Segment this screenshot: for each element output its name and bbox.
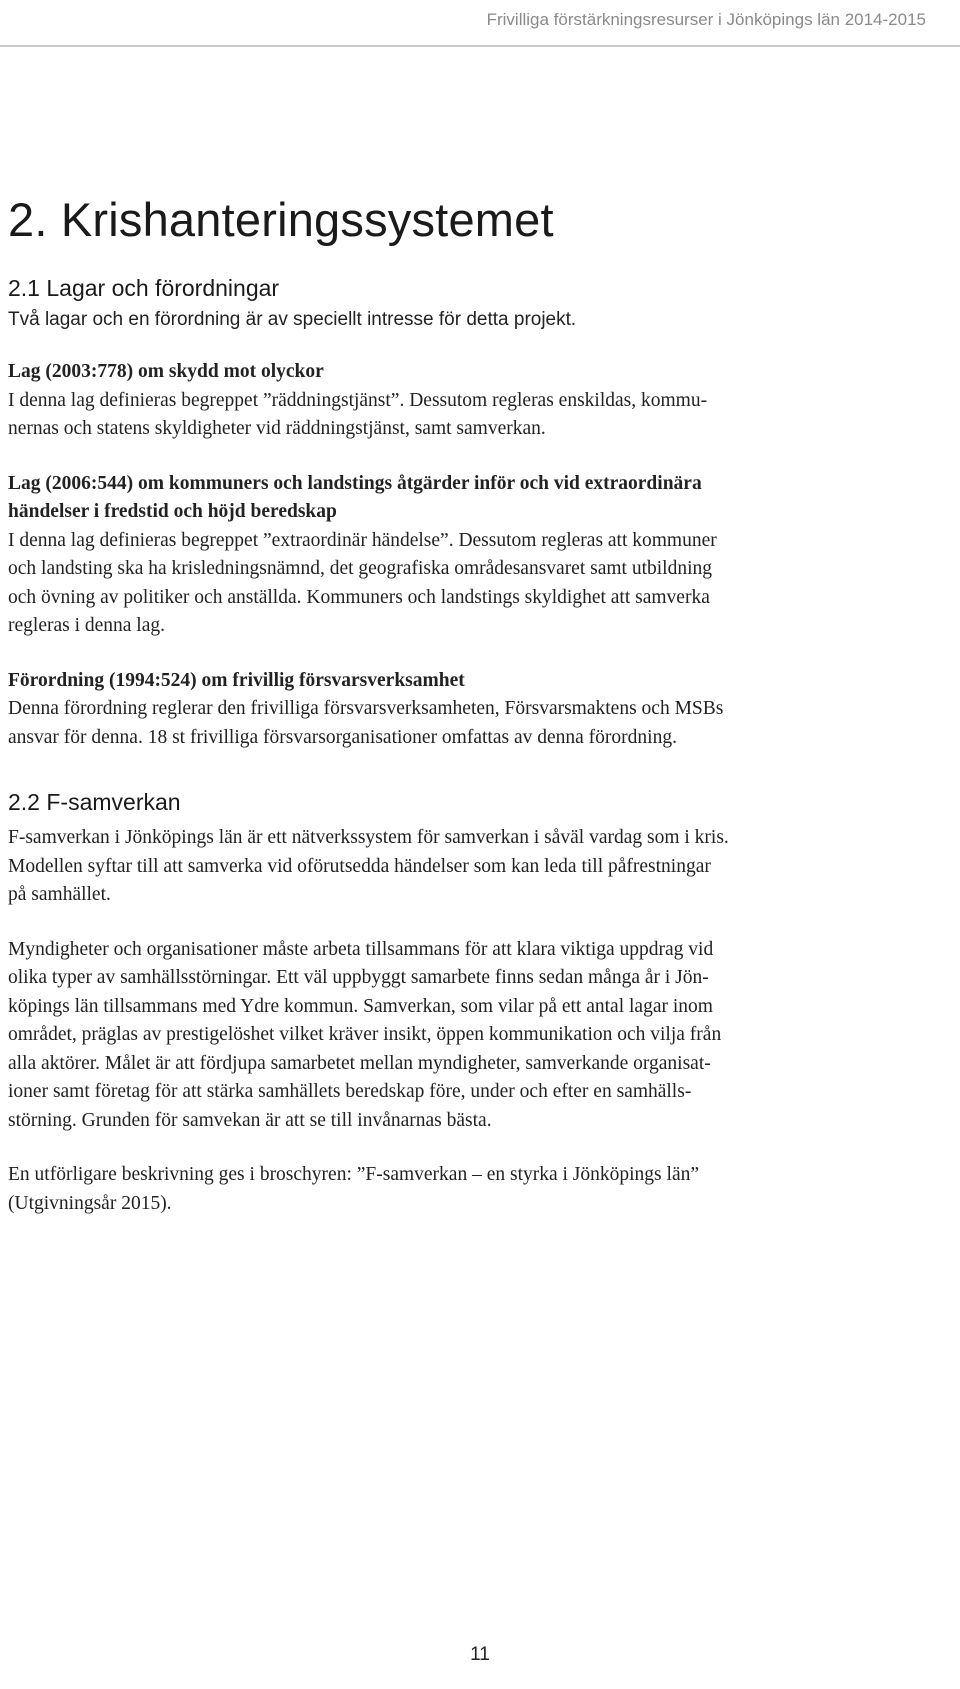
paragraph-line: alla aktörer. Målet är att fördjupa samarbetet mellan myndigheter, samverkande organisat- <box>8 1052 711 1074</box>
header-divider <box>0 45 960 47</box>
fsamverkan-paragraph-2 <box>8 936 948 1136</box>
law-2006-heading: Lag (2006:544) om kommuners och landstings åtgärder inför och vid extraordinära <box>8 472 702 494</box>
paragraph-line: F-samverkan i Jönköpings län är ett nätverkssystem för samverkan i såväl vardag som i kris. <box>8 827 729 848</box>
paragraph-line: (Utgivningsår 2015). <box>8 1192 172 1214</box>
law-2006-line: I denna lag definieras begreppet ”extraordinär händelse”. Dessutom regleras att kommuner <box>8 529 717 551</box>
law-2003-line: I denna lag definieras begreppet ”räddningstjänst”. Dessutom regleras enskildas, kommu- <box>8 389 708 411</box>
ordinance-line: Denna förordning reglerar den frivilliga försvarsverksamheten, Försvarsmaktens och MSBs <box>8 698 724 719</box>
paragraph-line: Modellen syftar till att samverka vid oförutsedda händelser som kan leda till påfrestningar <box>8 855 711 877</box>
ordinance-line: ansvar för denna. 18 st frivilliga försvarsorganisationer omfattas av denna förordning. <box>8 726 677 748</box>
law-2006-heading: händelser i fredstid och höjd beredskap <box>8 501 337 522</box>
paragraph-line: olika typer av samhällsstörningar. Ett väl uppbyggt samarbete finns sedan många år i Jön- <box>8 967 709 988</box>
fsamverkan-paragraph-1 <box>8 824 948 910</box>
paragraph-line: området, präglas av prestigelöshet vilket kräver insikt, öppen kommunikation och vilja från <box>8 1024 722 1045</box>
law-2003-block <box>8 358 948 444</box>
running-header: Frivilliga förstärkningsresurser i Jönköpings län 2014-2015 <box>486 10 926 29</box>
paragraph-line: ioner samt företag för att stärka samhällets beredskap före, under och efter en samhälls- <box>8 1081 692 1102</box>
paragraph-line: En utförligare beskrivning ges i broschyren: ”F-samverkan – en styrka i Jönköpings län” <box>8 1164 700 1185</box>
fsamverkan-paragraph-3 <box>8 1161 948 1218</box>
law-2006-line: och övning av politiker och anställda. Kommuners och landstings skyldighet att samverka <box>8 586 710 608</box>
paragraph-line: Myndigheter och organisationer måste arbeta tillsammans för att klara viktiga uppdrag vid <box>8 938 714 960</box>
page-number: 11 <box>470 1644 490 1665</box>
law-2006-block <box>8 470 948 641</box>
subsection-intro: Två lagar och en förordning är av speciellt intresse för detta projekt. <box>8 309 577 330</box>
section-title: 2. Krishanteringssystemet <box>8 193 554 246</box>
paragraph-line: på samhället. <box>8 884 111 905</box>
law-2003-line: nernas och statens skyldigheter vid räddningstjänst, samt samverkan. <box>8 418 546 439</box>
law-2006-line: och landsting ska ha krisledningsnämnd, det geografiska områdesansvaret samt utbildning <box>8 558 713 579</box>
ordinance-block <box>8 667 948 753</box>
law-2006-line: regleras i denna lag. <box>8 615 166 636</box>
subsection-title-2-2: 2.2 F-samverkan <box>8 789 181 815</box>
paragraph-line: störning. Grunden för samvekan är att se till invånarnas bästa. <box>8 1109 492 1131</box>
ordinance-heading: Förordning (1994:524) om frivillig försvarsverksamhet <box>8 669 465 691</box>
law-2003-heading: Lag (2003:778) om skydd mot olyckor <box>8 361 324 382</box>
paragraph-line: köpings län tillsammans med Ydre kommun. Samverkan, som vilar på ett antal lagar inom <box>8 995 713 1017</box>
page-content <box>8 192 948 1218</box>
subsection-title-2-1: 2.1 Lagar och förordningar <box>8 275 280 301</box>
